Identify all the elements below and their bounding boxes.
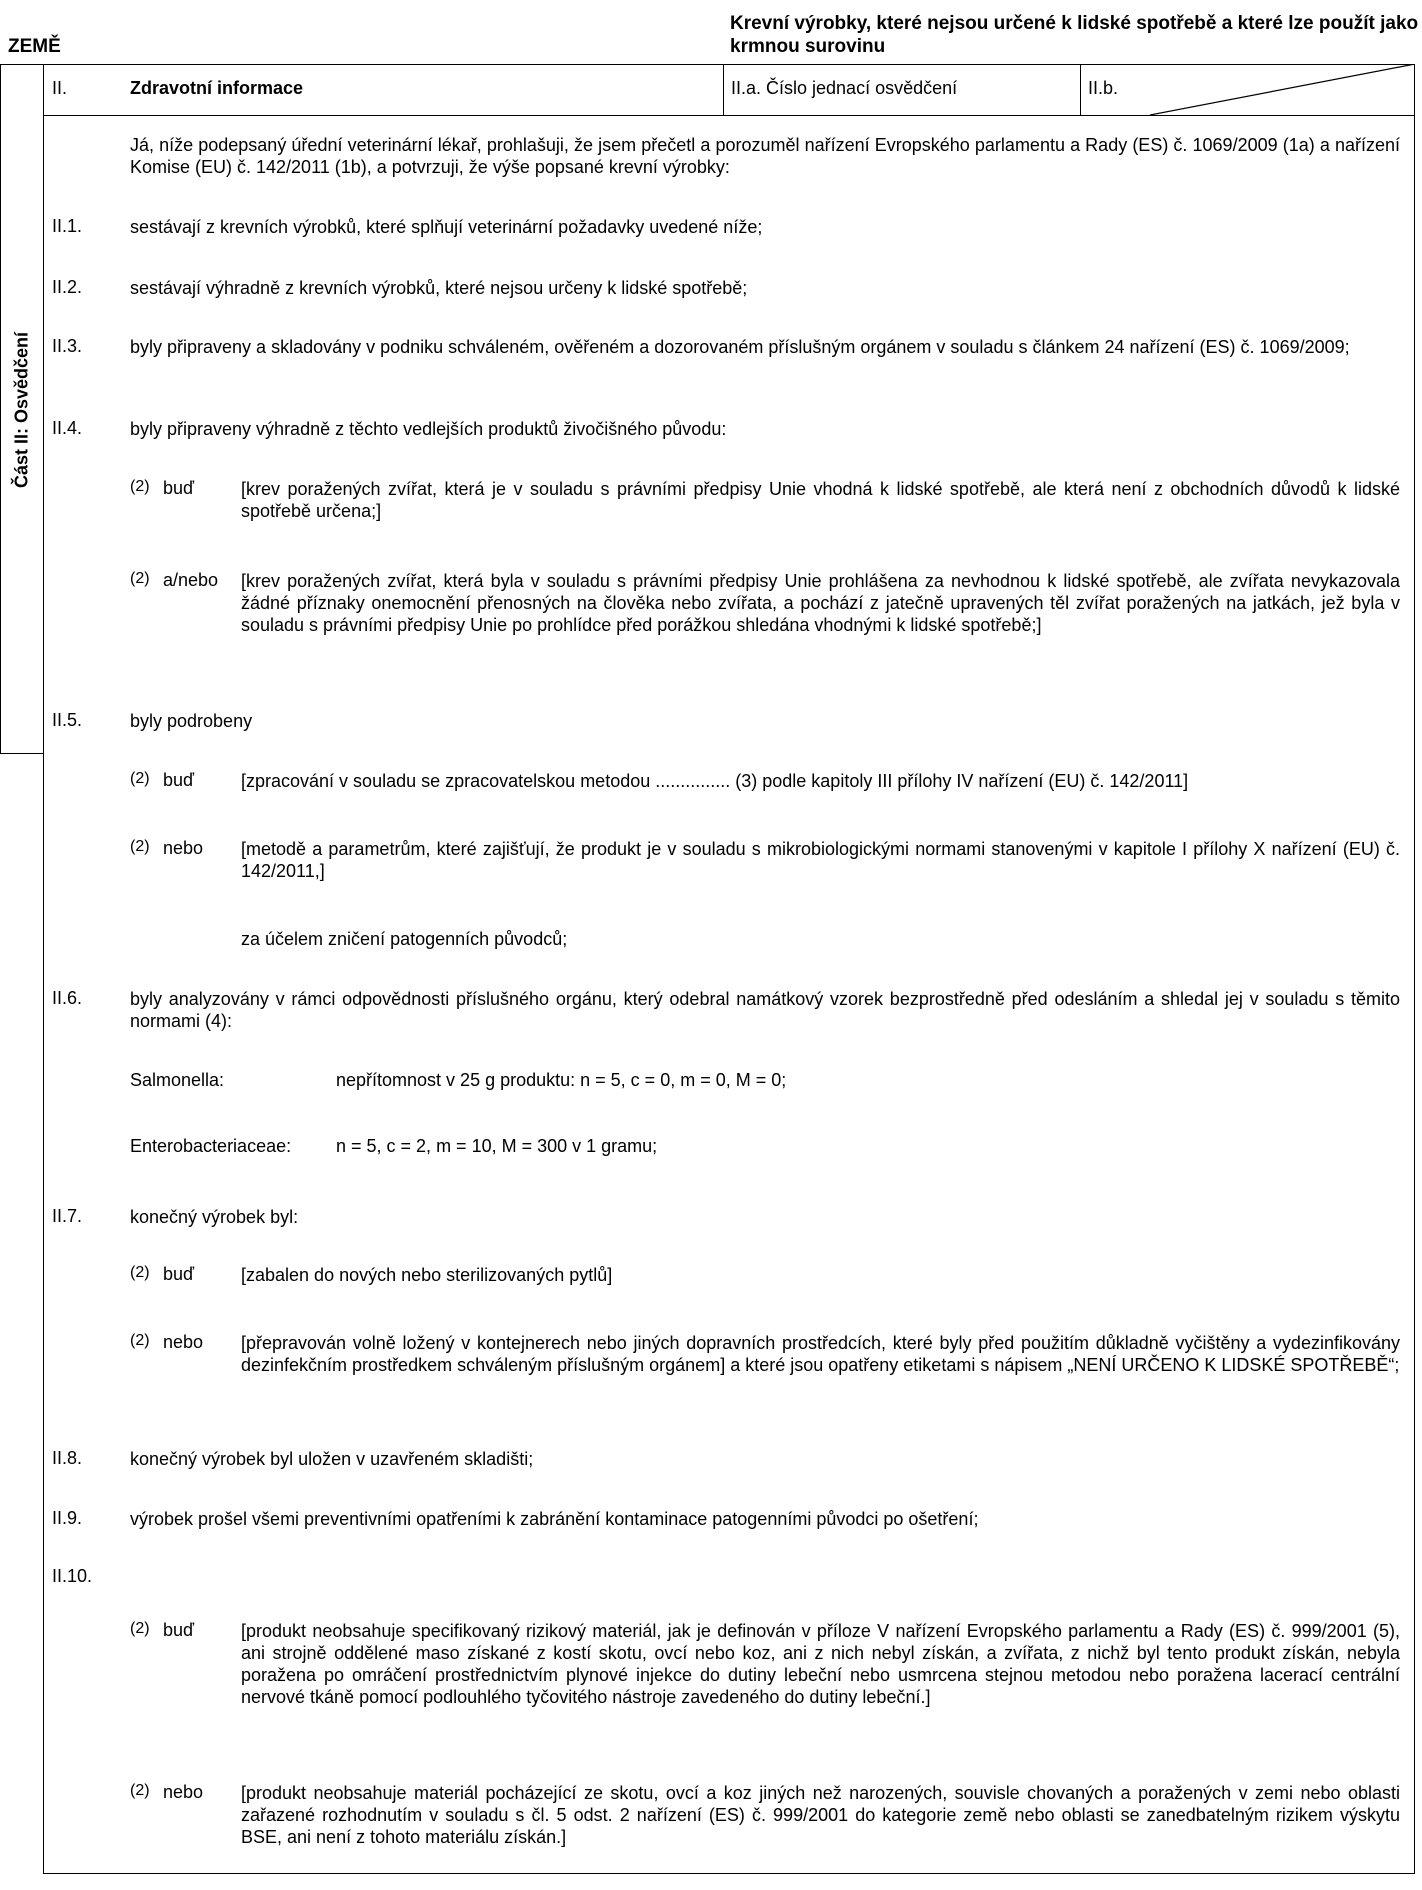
option-followup: za účelem zničení patogenních původců; xyxy=(241,929,568,949)
option-word: a/nebo xyxy=(163,570,219,590)
item-text: byly připraveny výhradně z těchto vedlejších produktů živočišného původu: xyxy=(130,419,727,439)
footnote-ref: (2) xyxy=(130,1782,150,1799)
item-text: konečný výrobek byl: xyxy=(130,1207,299,1227)
diagonal-line xyxy=(1150,64,1415,115)
item-text: byly připraveny a skladovány v podniku schváleném, ověřeném a dozorovaném příslušným orgánem v souladu s článkem 24 nařízení (ES) č. 1069/2009; xyxy=(130,337,1350,357)
option-text: [zpracování v souladu se zpracovatelskou metodou ............... (3) podle kapitoly III přílohy IV nařízení (EU) č. 142/2011] xyxy=(241,771,1189,791)
item-number: II.1. xyxy=(52,216,83,236)
item-number: II.6. xyxy=(52,988,83,1008)
item-text: sestávají výhradně z krevních výrobků, které nejsou určeny k lidské spotřebě; xyxy=(130,278,748,298)
option-text: [metodě a parametrům, které zajišťují, že produkt je v souladu s mikrobiologickými normami stanovenými v kapitole I přílohy X nařízení (EU) č. 142/2011,] xyxy=(241,839,1400,881)
option-text: [produkt neobsahuje specifikovaný rizikový materiál, jak je definován v příloze V nařízení Evropského parlamentu a Rady (ES) č. 999/2001 (5), ani strojně oddělené maso získané z kostí skotu, ovcí nebo koz, ani z nich nebyl získán, a zvířata, z nichž byl tento produkt získán, nebyla poražena po omráčení prostřednictvím plynové injekce do dutiny lebeční nebo usmrcena stejnou metodou nebo poražena lacerací centrální nervové tkáně pomocí podlouhlého tyčovitého nástroje zavedeného do dutiny lebeční.] xyxy=(241,1621,1400,1707)
option-text: [krev poražených zvířat, která je v souladu s právními předpisy Unie vhodná k lidské spotřebě, ale která není z obchodních důvodů k lidské spotřebě určena;] xyxy=(241,479,1400,521)
option-text: [zabalen do nových nebo sterilizovaných pytlů] xyxy=(241,1265,613,1285)
footnote-ref: (2) xyxy=(130,570,150,587)
footnote-ref: (2) xyxy=(130,770,150,787)
header-row-divider xyxy=(43,115,1415,116)
item-number: II.3. xyxy=(52,336,83,356)
item-number: II.4. xyxy=(52,418,83,438)
option-word: buď xyxy=(163,478,195,498)
standard-label-enterobacteriaceae: Enterobacteriaceae: xyxy=(130,1136,292,1156)
footnote-ref: (2) xyxy=(130,478,150,495)
item-text: výrobek prošel všemi preventivními opatřeními k zabránění kontaminace patogenními původci po ošetření; xyxy=(130,1509,979,1529)
side-label: Část II: Osvědčení xyxy=(11,331,32,489)
option-text: [přepravován volně ložený v kontejnerech nebo jiných dopravních prostředcích, které byly před použitím důkladně vyčištěny a vydezinfikovány dezinfekčním prostředkem schváleným příslušným orgánem] a které jsou opatřeny etiketami s nápisem „NENÍ URČENO K LIDSKÉ SPOTŘEBĚ“; xyxy=(241,1333,1400,1375)
footnote-ref: (2) xyxy=(130,838,150,855)
item-number: II.2. xyxy=(52,277,83,297)
standard-value-salmonella: nepřítomnost v 25 g produktu: n = 5, c = 0, m = 0, M = 0; xyxy=(336,1070,787,1090)
option-word: nebo xyxy=(163,838,204,858)
option-text: [krev poražených zvířat, která byla v souladu s právními předpisy Unie prohlášena za nevhodnou k lidské spotřebě, ale zvířata nevykazovala žádné příznaky onemocnění přenosných na člověka nebo zvířata, a pochází z jatečně upravených těl zvířat poražených na jatkách, jež byla v souladu s právními předpisy Unie po prohlídce před porážkou shledána vhodnými k lidské spotřebě;] xyxy=(241,571,1400,635)
footnote-ref: (2) xyxy=(130,1332,150,1349)
item-number: II.8. xyxy=(52,1448,83,1468)
country-label: ZEMĚ xyxy=(8,36,61,57)
item-text: byly analyzovány v rámci odpovědnosti příslušného orgánu, který odebral namátkový vzorek bezprostředně před odesláním a shledal jej v souladu s těmito normami (4): xyxy=(130,989,1400,1031)
option-word: nebo xyxy=(163,1782,204,1802)
ref-b-divider xyxy=(1080,64,1081,115)
option-word: buď xyxy=(163,1620,195,1640)
ref-a-divider xyxy=(723,64,724,115)
section-number: II. xyxy=(52,78,68,98)
intro-paragraph: Já, níže podepsaný úřední veterinární lékař, prohlašuji, že jsem přečetl a porozuměl nařízení Evropského parlamentu a Rady (ES) č. 1069/2009 (1a) a nařízení Komise (EU) č. 142/2011 (1b), a potvrzuji, že výše popsané krevní výrobky: xyxy=(130,135,1400,177)
footnote-ref: (2) xyxy=(130,1264,150,1281)
ref-b-label: II.b. xyxy=(1088,78,1119,98)
item-number: II.5. xyxy=(52,710,83,730)
item-number: II.9. xyxy=(52,1508,83,1528)
standard-value-enterobacteriaceae: n = 5, c = 2, m = 10, M = 300 v 1 gramu; xyxy=(336,1136,658,1156)
standard-label-salmonella: Salmonella: xyxy=(130,1070,225,1090)
reference-number-label: II.a. Číslo jednací osvědčení xyxy=(731,78,958,98)
option-word: buď xyxy=(163,1264,195,1284)
option-word: buď xyxy=(163,770,195,790)
option-text: [produkt neobsahuje materiál pocházející ze skotu, ovcí a koz jiných než narozených, souvisle chovaných a poražených v zemi nebo oblasti zařazené rozhodnutím v souladu s čl. 5 odst. 2 nařízení (ES) č. 999/2001 do kategorie země nebo oblasti se zanedbatelným rizikem výskytu BSE, ani není z tohoto materiálu získán.] xyxy=(241,1783,1400,1847)
item-text: sestávají z krevních výrobků, které splňují veterinární požadavky uvedené níže; xyxy=(130,217,763,237)
item-number: II.7. xyxy=(52,1206,83,1226)
section-title: Zdravotní informace xyxy=(130,78,304,98)
item-text: konečný výrobek byl uložen v uzavřeném skladišti; xyxy=(130,1449,534,1469)
document-title: Krevní výrobky, které nejsou určené k lidské spotřebě a které lze použít jako krmnou surovinu xyxy=(730,13,1419,57)
footnote-ref: (2) xyxy=(130,1620,150,1637)
item-text: byly podrobeny xyxy=(130,711,253,731)
item-number: II.10. xyxy=(52,1566,93,1586)
option-word: nebo xyxy=(163,1332,204,1352)
